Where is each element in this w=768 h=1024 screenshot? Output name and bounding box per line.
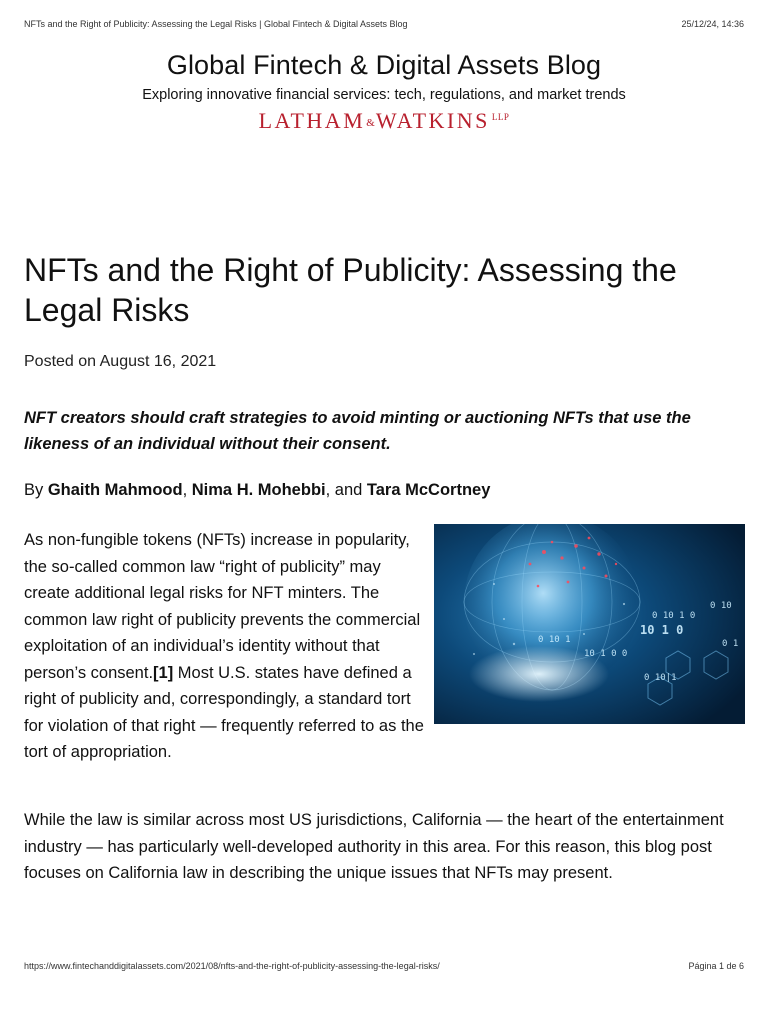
- svg-text:0 10|1: 0 10|1: [644, 673, 677, 683]
- post-date: Posted on August 16, 2021: [24, 353, 217, 370]
- logo-part2: WATKINS: [375, 108, 490, 133]
- paragraph-1: [24, 527, 426, 766]
- blog-title[interactable]: Global Fintech & Digital Assets Blog: [166, 50, 602, 80]
- author-link-3[interactable]: Tara McCortney: [366, 481, 491, 499]
- print-header: [24, 19, 744, 29]
- byline: [24, 481, 490, 500]
- blog-tagline: Exploring innovative financial services: tech, regulations, and market trends: [142, 87, 626, 103]
- svg-text:0 10: 0 10: [710, 601, 732, 611]
- digital-globe-image: [434, 524, 745, 724]
- latham-watkins-logo[interactable]: [0, 108, 768, 134]
- post-title: NFTs and the Right of Publicity: Assessing the Legal Risks: [24, 252, 677, 328]
- byline-prefix: By: [24, 481, 48, 499]
- logo-suffix: LLP: [491, 112, 510, 122]
- logo-amp: &: [366, 117, 375, 129]
- byline-sep-1: ,: [182, 481, 192, 499]
- byline-sep-2: , and: [325, 481, 367, 499]
- paragraph-1-text-a: As non-fungible tokens (NFTs) increase in popularity, the so-called common law “right of publicity” may create additional legal risks for NFT minters. The common law right of publicity prevents the commercial exploitation of an individual’s identity without that person’s consent.: [24, 531, 421, 682]
- print-page-number: Página 1 de 6: [688, 961, 744, 971]
- footnote-ref-1[interactable]: [1]: [153, 663, 174, 682]
- svg-text:0 10 1: 0 10 1: [538, 635, 571, 645]
- paragraph-2: While the law is similar across most US jurisdictions, California — the heart of the entertainment industry — has particularly well-developed authority in this area. For this reason, this blog post focuses on California law in describing the unique issues that NFTs may present.: [24, 811, 724, 882]
- logo-part1: LATHAM: [258, 108, 366, 133]
- post-lead: NFT creators should craft strategies to avoid minting or auctioning NFTs that use the likeness of an individual without their consent.: [24, 409, 691, 453]
- paragraph-1-text-b: Most U.S. states have defined a right of publicity and, correspondingly, a standard tort for violation of that right — frequently referred to as the tort of appropriation.: [24, 663, 424, 761]
- print-page-title: NFTs and the Right of Publicity: Assessing the Legal Risks | Global Fintech & Digital Assets Blog: [24, 19, 408, 29]
- print-footer: [24, 961, 744, 971]
- svg-text:10 1 0: 10 1 0: [640, 623, 684, 637]
- svg-text:10 1 0 0: 10 1 0 0: [584, 649, 628, 659]
- print-url: https://www.fintechanddigitalassets.com/2021/08/nfts-and-the-right-of-publicity-assessing-the-legal-risks/: [24, 961, 440, 971]
- svg-text:0 1: 0 1: [722, 639, 739, 649]
- print-datetime: 25/12/24, 14:36: [681, 19, 744, 29]
- svg-text:0 10 1 0: 0 10 1 0: [652, 611, 696, 621]
- author-link-1[interactable]: Ghaith Mahmood: [47, 481, 183, 499]
- author-link-2[interactable]: Nima H. Mohebbi: [191, 481, 326, 499]
- hero-image: [434, 524, 745, 724]
